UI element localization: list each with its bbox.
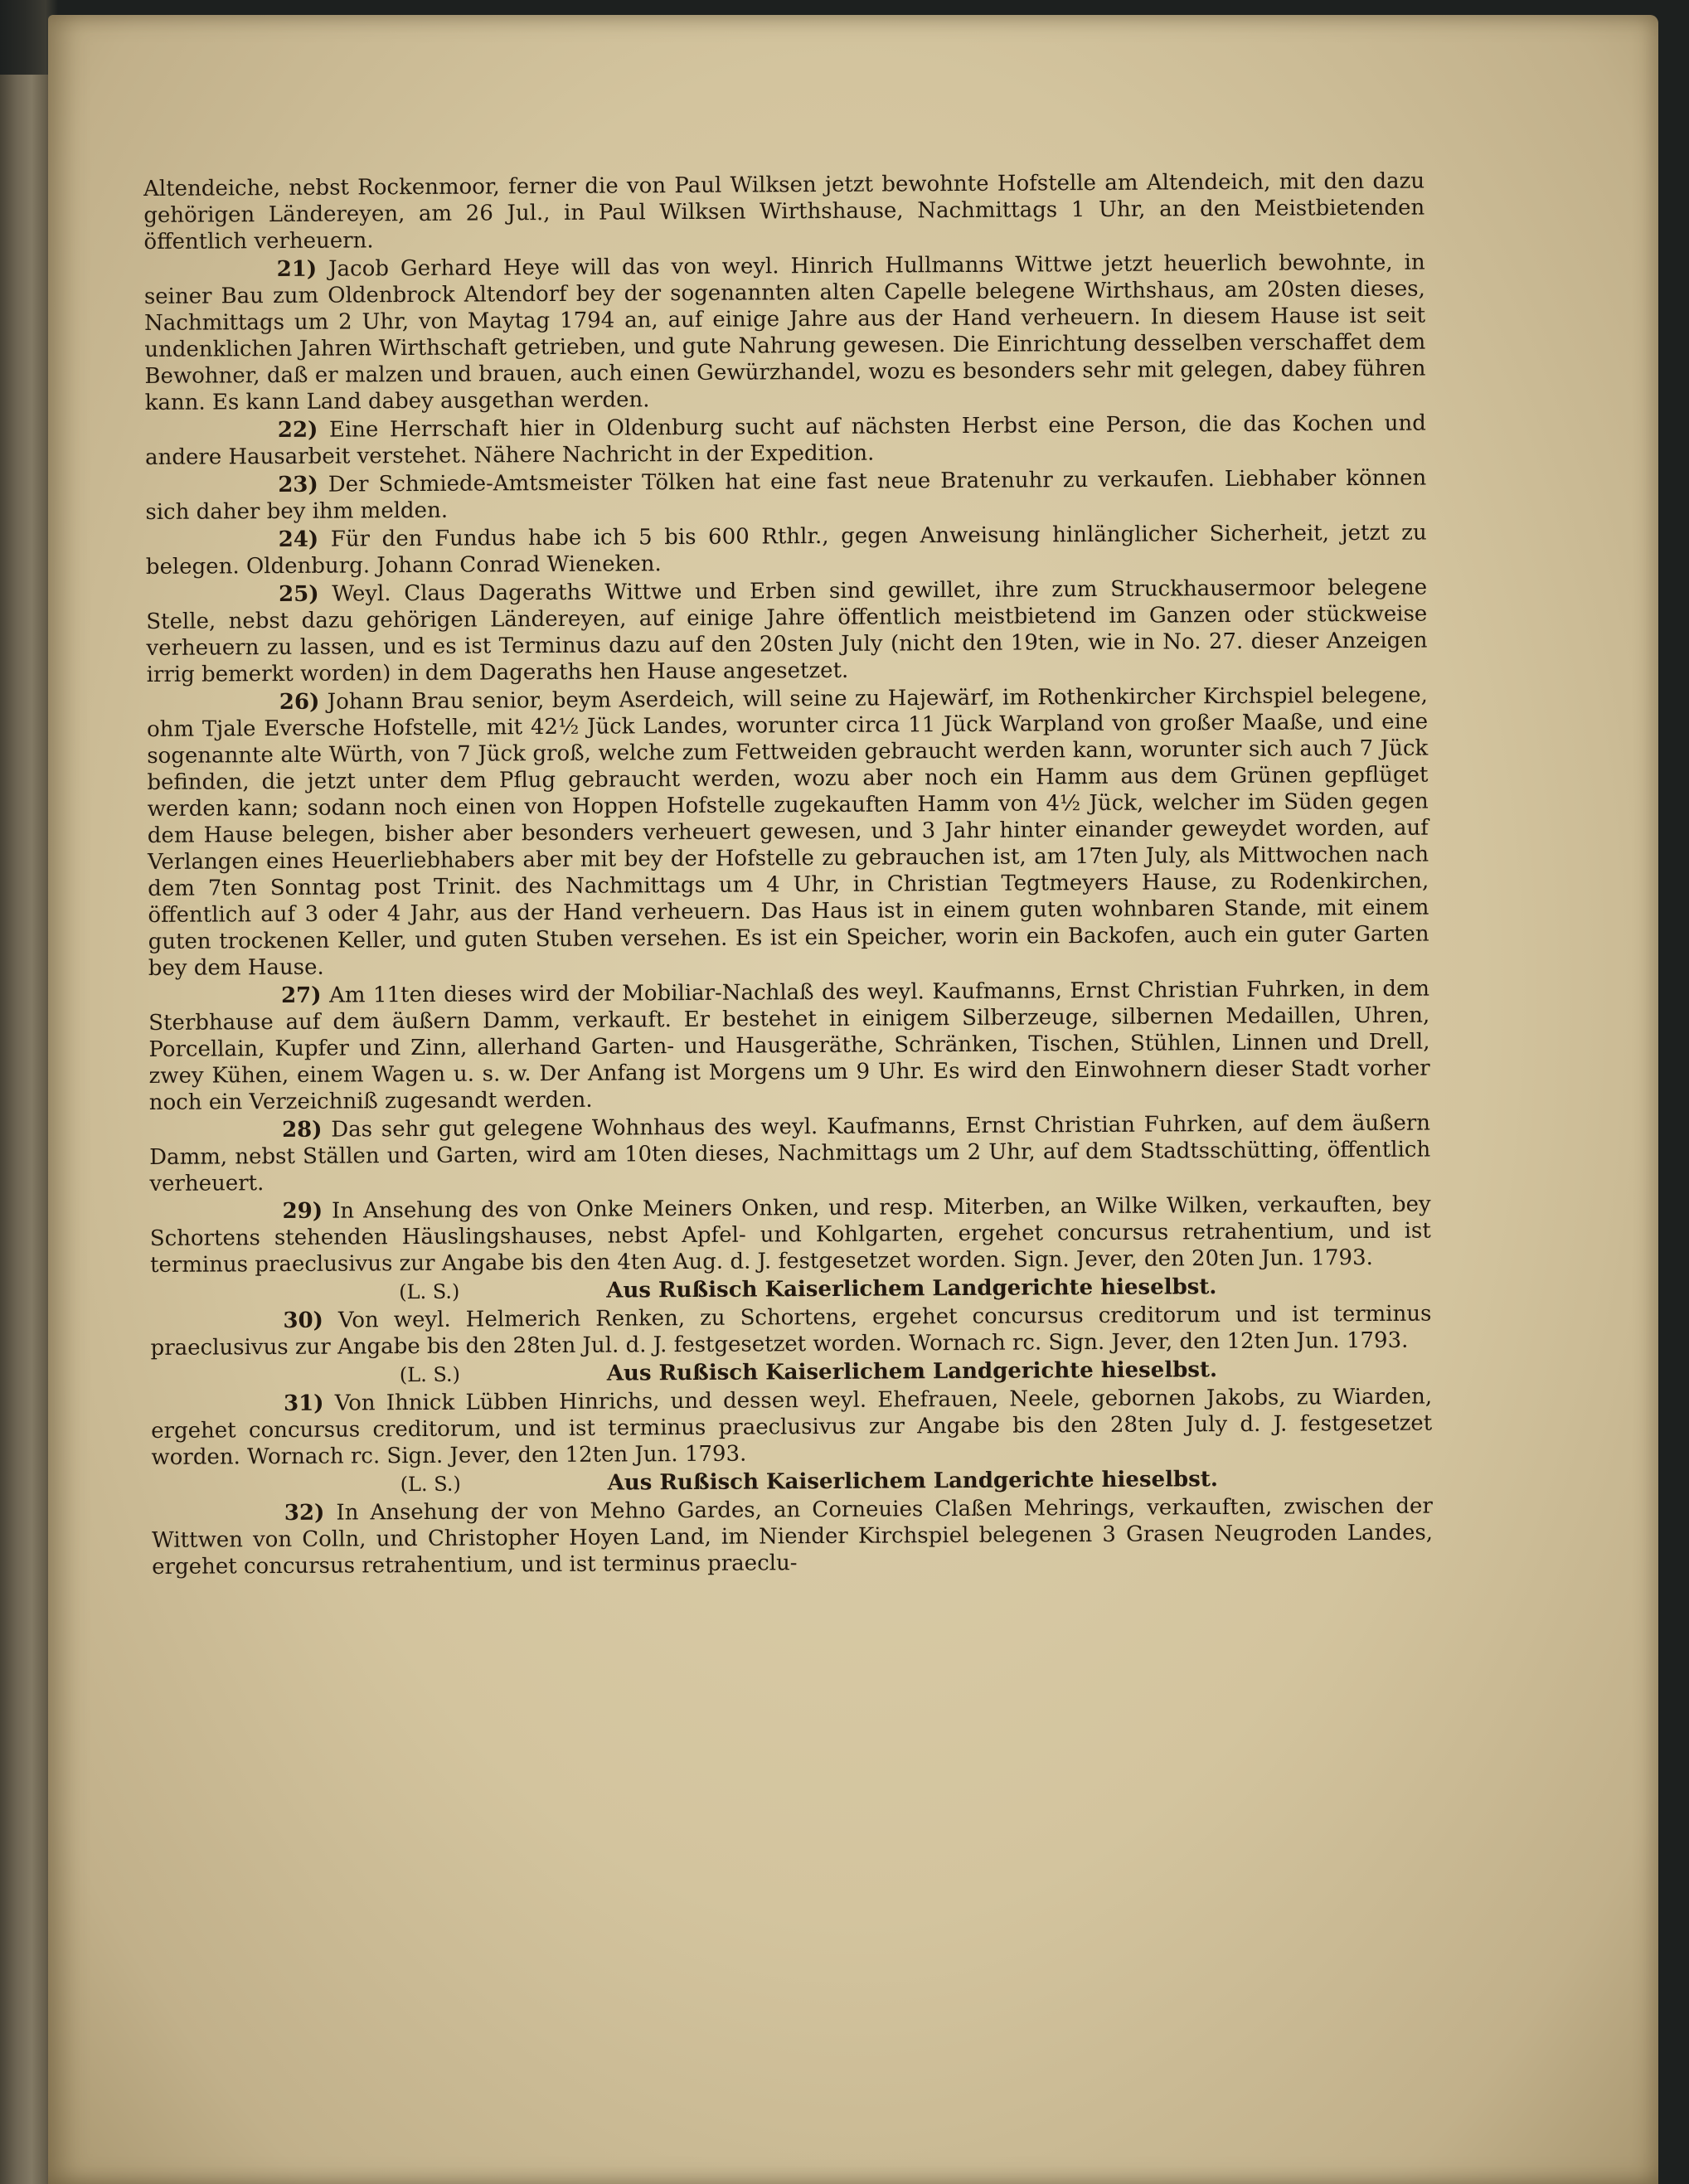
- paragraph-number: 31): [283, 1390, 324, 1416]
- paragraph-20-continued: [143, 168, 1425, 255]
- document-page: [48, 15, 1658, 2184]
- paragraph-text: Für den Fundus habe ich 5 bis 600 Rthlr., gegen Anweisung hinlänglicher Sicherheit, jetzt zu belegen. Oldenburg. Johann Conrad Wieneken.: [145, 520, 1427, 580]
- paragraph-text: Weyl. Claus Dageraths Wittwe und Erben sind gewillet, ihre zum Struckhausermoor belegene Stelle, nebst dazu gehörigen Ländereyen, auf einige Jahre öffentlich meistbietend im Ganzen oder stückweise verheuern zu lassen, und es ist Terminus dazu auf den 20sten July (nicht den 19ten, wie in No. 27. dieser Anzeigen irrig bemerkt worden) in dem Dageraths hen Hause angesetzet.: [146, 575, 1428, 687]
- paragraph-text: Das sehr gut gelegene Wohnhaus des weyl. Kaufmanns, Ernst Christian Fuhrken, auf dem äußern Damm, nebst Ställen und Garten, wird am 10ten dieses, Nachmittags um 2 Uhr, auf dem Stadtsschütting, öffentlich verheuert.: [149, 1110, 1431, 1196]
- paragraph-text: Am 11ten dieses wird der Mobiliar-Nachlaß des weyl. Kaufmanns, Ernst Christian Fuhrken, in dem Sterbhause auf dem äußern Damm, verkauft. Er bestehet in einigem Silberzeuge, silbernen Medaillen, Uhren, Porcellain, Kupfer und Zinn, allerhand Garten- und Hausgeräthe, Schränken, Tischen, Stühlen, Linnen und Drell, zwey Kühen, einem Wagen u. s. w. Der Anfang ist Morgens um 9 Uhr. Es wird den Einwohnern dieser Stadt vorher noch ein Verzeichniß zugesandt werden.: [148, 976, 1430, 1115]
- paragraph-text: Von Ihnick Lübben Hinrichs, und dessen weyl. Ehefrauen, Neele, gebornen Jakobs, zu Wiarden, ergehet concursus creditorum, und ist terminus praeclusivus zur Angabe bis den 28ten July d. J. festgesetzet worden. Wornach rc. Sign. Jever, den 12ten Jun. 1793.: [151, 1384, 1433, 1470]
- paragraph-number: 21): [276, 256, 318, 283]
- paragraph-number: 32): [284, 1500, 325, 1526]
- paragraph-23: [145, 465, 1426, 526]
- paragraph-22: [145, 410, 1426, 471]
- paragraph-number: 22): [277, 417, 318, 444]
- seal-mark: (L. S.): [399, 1279, 460, 1304]
- paragraph-number: 27): [280, 983, 322, 1009]
- paragraph-number: 26): [279, 689, 320, 716]
- paragraph-32: [152, 1493, 1434, 1580]
- facing-page-edge: [0, 75, 48, 2184]
- paragraph-number: 30): [283, 1308, 324, 1333]
- seal-mark: (L. S.): [400, 1472, 461, 1497]
- paragraph-number: 29): [282, 1198, 323, 1224]
- paragraph-21: [144, 250, 1426, 416]
- paragraph-30: [150, 1301, 1431, 1361]
- paragraph-text: Altendeiche, nebst Rockenmoor, ferner die von Paul Wilksen jetzt bewohnte Hofstelle am Altendeich, mit den dazu gehörigen Ländereyen, am 26 Jul., in Paul Wilksen Wirthshause, Nachmittags 1 Uhr, an den Meistbietenden öffentlich verheuern.: [143, 168, 1425, 255]
- paragraph-31: [151, 1384, 1433, 1471]
- paragraph-number: 28): [281, 1117, 323, 1143]
- paragraph-text: In Ansehung der von Mehno Gardes, an Corneuies Claßen Mehrings, verkauften, zwischen der Wittwen von Colln, und Christopher Hoyen Land, im Niender Kirchspiel belegenen 3 Grasen Neugroden Landes, ergehet concursus retrahentium, und ist terminus praeclu-: [151, 1493, 1434, 1580]
- paragraph-text: Der Schmiede-Amtsmeister Tölken hat eine fast neue Bratenuhr zu verkaufen. Liebhaber können sich daher bey ihm melden.: [145, 465, 1427, 525]
- paragraph-27: [148, 976, 1430, 1116]
- paragraph-25: [146, 575, 1428, 688]
- paragraph-text: In Ansehung des von Onke Meiners Onken, und resp. Miterben, an Wilke Wilken, verkauften, bey Schortens stehenden Häuslingshauses, nebst Apfel- und Kohlgarten, ergehet concursus retrahentium, und ist terminus praeclusivus zur Angabe bis den 4ten Aug. d. J. festgesetzet worden. Sign. Jever, den 20ten Jun. 1793.: [149, 1191, 1431, 1278]
- paragraph-29: [150, 1191, 1432, 1279]
- paragraph-26: [147, 682, 1429, 982]
- paragraph-number: 23): [278, 472, 318, 498]
- court-name: Aus Rußisch Kaiserlichem Landgerichte hieselbst.: [606, 1274, 1217, 1303]
- seal-mark: (L. S.): [399, 1362, 461, 1387]
- paragraph-text: Jacob Gerhard Heye will das von weyl. Hinrich Hullmanns Wittwe jetzt heuerlich bewohnte, in seiner Bau zum Oldenbrock Altendorf bey der sogenannten alten Capelle belegene Wirthshaus, am 20sten dieses, Nachmittags um 2 Uhr, von Maytag 1794 an, auf einige Jahre aus der Hand verheuern. In diesem Hause ist seit undenklichen Jahren Wirthschaft getrieben, und gute Nahrung gewesen. Die Einrichtung desselben verschaffet dem Bewohner, daß er malzen und brauen, auch einen Gewürzhandel, wozu es besonders sehr mit gelegen, dabey führen kann. Es kann Land dabey ausgethan werden.: [143, 250, 1426, 415]
- announcements-text: [143, 168, 1433, 1582]
- paragraph-28: [149, 1110, 1431, 1197]
- paragraph-number: 24): [278, 527, 319, 553]
- paragraph-text: Eine Herrschaft hier in Oldenburg sucht auf nächsten Herbst eine Person, die das Kochen und andere Hausarbeit verstehet. Nähere Nachricht in der Expedition.: [144, 410, 1426, 470]
- court-name: Aus Rußisch Kaiserlichem Landgerichte hieselbst.: [606, 1357, 1218, 1386]
- paragraph-text: Von weyl. Helmerich Renken, zu Schortens, ergehet concursus creditorum und ist terminus praeclusivus zur Angabe bis den 28ten Jul. d. J. festgesetzet worden. Wornach rc. Sign. Jever, den 12ten Jun. 1793.: [150, 1301, 1432, 1361]
- paragraph-24: [146, 520, 1427, 580]
- paragraph-number: 25): [278, 581, 319, 608]
- court-name: Aus Rußisch Kaiserlichem Landgerichte hieselbst.: [607, 1467, 1218, 1496]
- paragraph-text: Johann Brau senior, beym Aserdeich, will seine zu Hajewärf, im Rothenkircher Kirchspiel belegene, ohm Tjale Eversche Hofstelle, mit 42½ Jück Landes, worunter circa 11 Jück Warpland von großer Maaße, und eine sogenannte alte Würth, von 7 Jück groß, welche zum Fettweiden gebraucht werden kann, worunter sich auch 7 Jück befinden, die jetzt unter dem Pflug gebraucht werden, wozu aber noch ein Hamm aus dem Grünen gepflüget werden kann; sodann noch einen von Hoppen Hofstelle zugekauften Hamm von 4½ Jück, welcher im Süden gegen dem Hause belegen, bisher aber besonders verheuert gewesen, und 3 Jahr hinter einander geweydet worden, auf Verlangen eines Heuerliebhabers aber mit bey der Hofstelle zu gebrauchen ist, am 17ten July, als Mittwochen nach dem 7ten Sonntag post Trinit. des Nachmittags um 4 Uhr, in Christian Tegtmeyers Hause, zu Rodenkirchen, öffentlich auf 3 oder 4 Jahr, aus der Hand verheuern. Das Haus ist in einem guten wohnbaren Stande, mit einem guten trockenen Keller, und guten Stuben versehen. Es ist ein Speicher, worin ein Backofen, auch ein guter Garten bey dem Hause.: [146, 682, 1429, 981]
